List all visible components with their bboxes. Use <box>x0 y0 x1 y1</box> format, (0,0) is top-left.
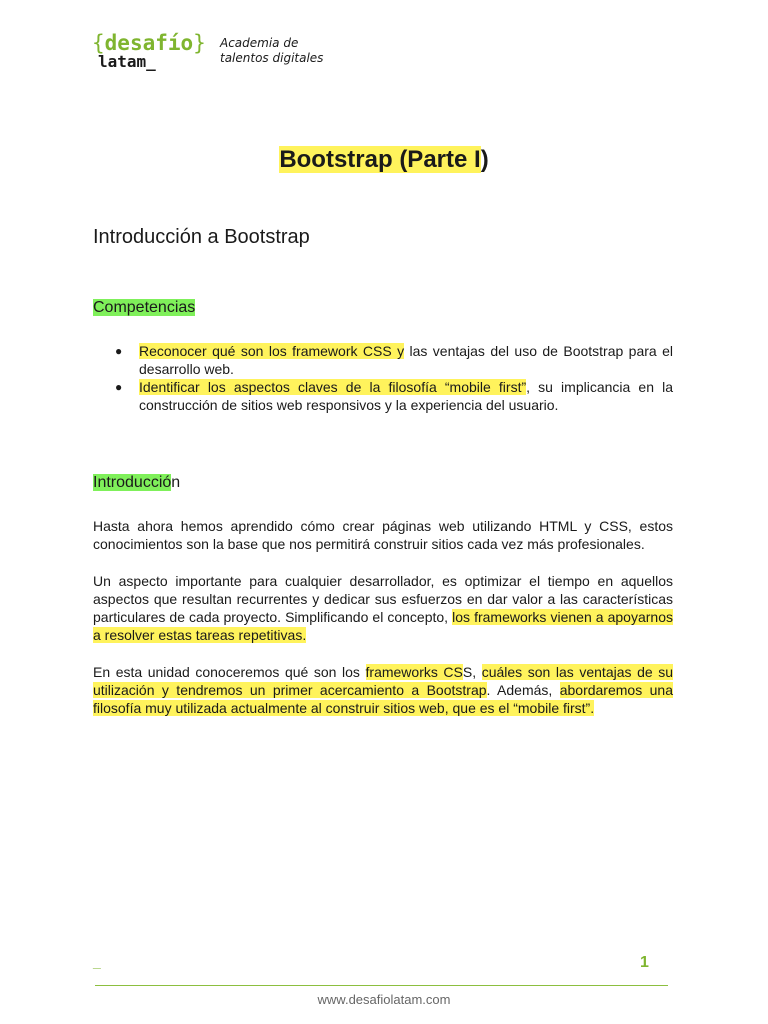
logo-brand-text: desafío <box>104 31 194 55</box>
bullet-text: las ventajas del uso de Bootstrap para el desarrollo web. <box>139 343 674 377</box>
logo <box>92 30 332 74</box>
logo-brace-open: { <box>92 31 105 55</box>
logo-sub: latam_ <box>98 52 156 71</box>
page-title-highlighted: Bootstrap (Parte I <box>279 146 481 173</box>
paragraph-3-text-1: En esta unidad conoceremos qué son los <box>93 664 366 680</box>
footer-dash: _ <box>93 954 101 970</box>
page-title-rest: ) <box>480 146 489 173</box>
list-item <box>93 342 673 378</box>
competencias-list <box>93 342 673 414</box>
logo-brace-close: } <box>193 31 206 55</box>
intro-heading-rest: n <box>171 474 181 491</box>
paragraph-2-text: Un aspecto importante para cualquier desarrollador, es optimizar el tiempo en aquellos aspectos que resultan recurrentes y dedicar sus esfuerzos en dar valor a las características particulares de cada proyecto. Simplificando el concepto, <box>93 573 673 625</box>
bullet-text: , su implicancia en la construcción de sitios web responsivos y la experiencia del usuario. <box>139 379 674 413</box>
bullet-highlighted: Reconocer qué son los framework CSS y <box>139 343 405 359</box>
footer-url[interactable]: www.desafiolatam.com <box>317 992 451 1007</box>
list-item <box>93 378 673 414</box>
paragraph-3-text-2: S, <box>462 664 482 680</box>
paragraph-3-highlight-2: cuáles son las ventajas de su utilización y tendremos un primer acercamiento a Bootstrap <box>93 664 674 698</box>
paragraph-3-text-3: . Además, <box>486 682 560 698</box>
page-subtitle: Introducción a Bootstrap <box>93 226 310 248</box>
bullet-icon: ● <box>115 380 123 394</box>
page-title <box>0 144 768 176</box>
footer-divider <box>95 985 668 986</box>
intro-heading-highlighted: Introducció <box>93 474 172 491</box>
paragraph-2 <box>93 572 673 644</box>
paragraph-1: Hasta ahora hemos aprendido cómo crear páginas web utilizando HTML y CSS, estos conocimientos son la base que nos permitirá construir sitios cada vez más profesionales. <box>93 518 673 552</box>
bullet-icon: ● <box>115 344 123 358</box>
paragraph-2-highlighted: los frameworks vienen a apoyarnos a resolver estas tareas repetitivas. <box>93 609 673 643</box>
competencias-heading-text: Competencias <box>93 299 196 316</box>
bullet-highlighted: Identificar los aspectos claves de la filosofía “mobile first” <box>139 379 527 395</box>
page-number: 1 <box>640 954 649 971</box>
paragraph-3 <box>93 663 673 717</box>
competencias-heading <box>93 298 195 318</box>
intro-heading <box>93 473 180 493</box>
tagline-line-2: talentos digitales <box>220 51 324 65</box>
logo-tagline <box>220 36 323 66</box>
tagline-line-1: Academia de <box>220 36 299 50</box>
paragraph-3-highlight-1: frameworks CS <box>365 664 463 680</box>
paragraph-3-highlight-3: abordaremos una filosofía muy utilizada actualmente al construir sitios web, que es el “mobile first”. <box>93 682 673 716</box>
